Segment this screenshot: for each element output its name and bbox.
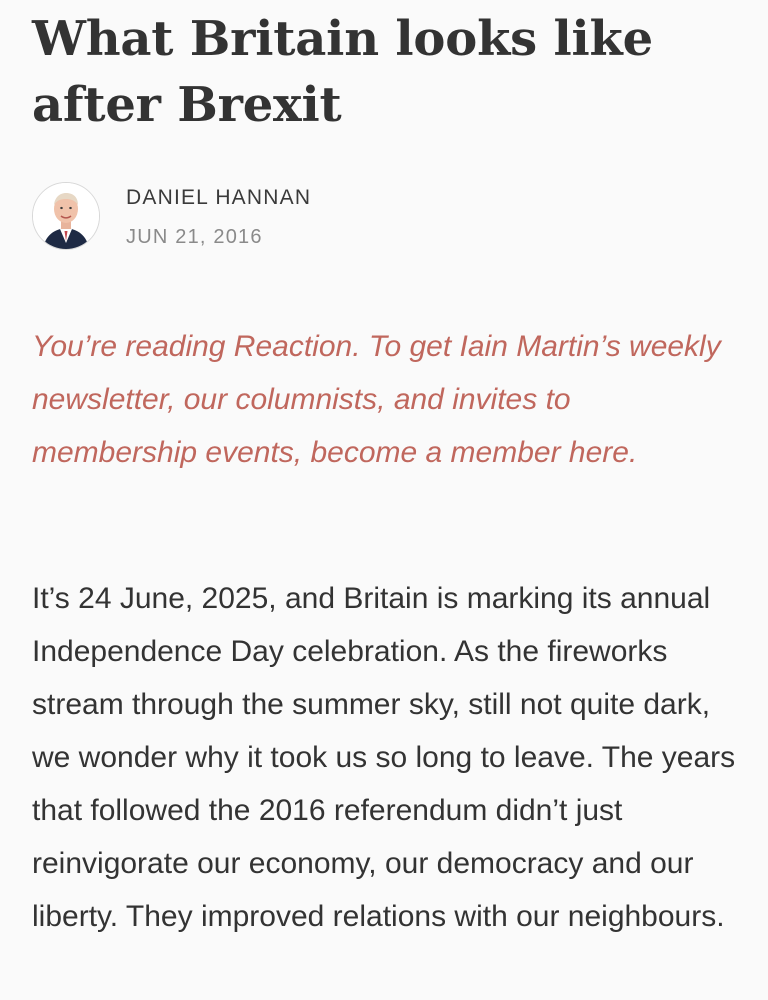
promo-end: .: [628, 436, 638, 469]
author-avatar[interactable]: [32, 182, 100, 250]
become-member-link[interactable]: here: [568, 436, 629, 469]
byline: [32, 182, 732, 252]
promo-text: You’re reading Reaction. To get Iain Martin’s weekly newsletter, our columnists, and invites to membership events, become a member: [32, 330, 721, 469]
author-portrait-icon: [33, 183, 99, 249]
article-paragraph: It’s 24 June, 2025, and Britain is marking its annual Independence Day celebration. As the fireworks stream through the summer sky, still not quite dark, we wonder why it took us so long to leave. The years that followed the 2016 referendum didn’t just reinvigorate our economy, our democracy and our liberty. They improved relations with our neighbours.: [32, 582, 736, 933]
membership-promo: [32, 320, 742, 479]
article-title: What Britain looks like after Brexit: [32, 11, 653, 133]
publish-date: JUN 21, 2016: [126, 226, 263, 248]
author-name[interactable]: DANIEL HANNAN: [126, 186, 312, 209]
